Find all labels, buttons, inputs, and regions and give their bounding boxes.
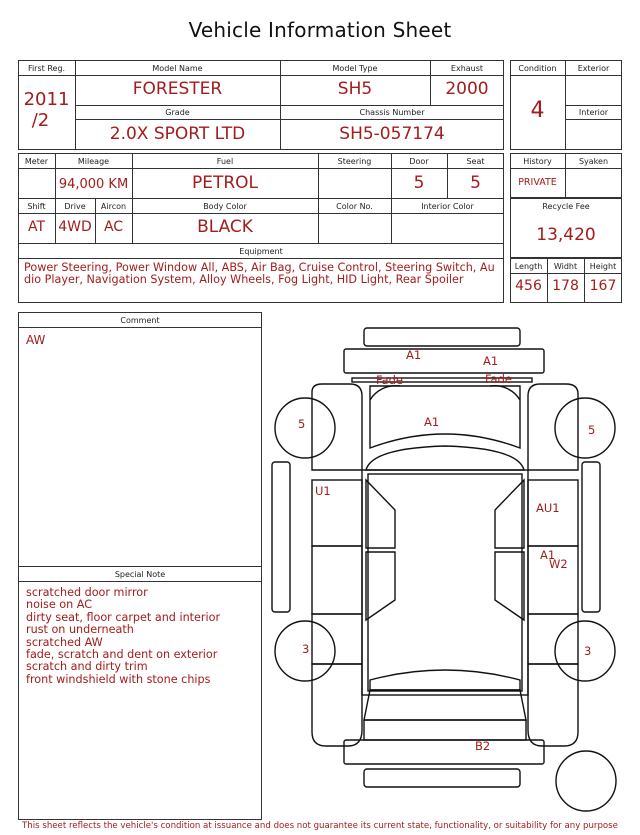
color-no-label: Color No. — [336, 202, 373, 211]
special-note-line: scratch and dirty trim — [26, 660, 148, 674]
recycle-fee-value: 13,420 — [536, 225, 596, 245]
equipment-label: Equipment — [239, 247, 283, 256]
height-value: 167 — [589, 278, 617, 294]
exhaust-label: Exhaust — [450, 64, 484, 73]
drive-value: 4WD — [58, 219, 92, 235]
special-note-line: dirty seat, floor carpet and interior — [26, 610, 221, 624]
history-label: History — [523, 157, 552, 166]
interior-label: Interior — [578, 108, 609, 117]
front-strip — [352, 378, 532, 382]
special-note-list — [26, 587, 258, 686]
body-color-value: BLACK — [197, 217, 253, 237]
exterior-label: Exterior — [577, 64, 610, 73]
mileage-label: Mileage — [77, 157, 110, 166]
chassis-value: SH5-057174 — [339, 124, 445, 144]
mark-w2-right: W2 — [549, 557, 568, 571]
wheel-rear-right — [555, 621, 615, 681]
windshield — [366, 446, 524, 470]
right-front-fender — [528, 384, 578, 470]
model-name-value: FORESTER — [132, 79, 223, 99]
mark-u1-left: U1 — [315, 484, 331, 498]
width-value: 178 — [552, 278, 579, 294]
model-name-label: Model Name — [152, 64, 203, 73]
chassis-label: Chassis Number — [359, 108, 425, 117]
seat-label: Seat — [466, 157, 485, 166]
door-value: 5 — [413, 173, 425, 193]
mark-wheel-front-left: 5 — [298, 417, 306, 431]
mark-fade-left: Fade — [376, 373, 403, 387]
condition-value: 4 — [530, 98, 545, 123]
special-note-label: Special Note — [114, 570, 166, 579]
front-grille — [344, 349, 544, 373]
height-label: Height — [589, 262, 617, 271]
recycle-fee-label: Recycle Fee — [542, 202, 590, 211]
first-reg-year: 2011 — [23, 89, 70, 110]
shift-label: Shift — [27, 202, 46, 211]
interior-color-label: Interior Color — [421, 202, 474, 211]
fuel-value: PETROL — [191, 173, 259, 193]
drive-label: Drive — [64, 202, 86, 211]
door-label: Door — [409, 157, 429, 166]
equipment-line-2: dio Player, Navigation System, Alloy Wheels, Fog Light, HID Light, Rear Spoiler — [24, 273, 464, 287]
wheel-rear-left — [275, 621, 335, 681]
special-note-line: noise on AC — [26, 598, 93, 612]
comment-label: Comment — [120, 316, 160, 325]
special-note-line: rust on underneath — [26, 623, 134, 637]
width-label: Widht — [553, 262, 578, 271]
front-bumper — [364, 328, 520, 346]
shift-value: AT — [27, 219, 46, 235]
wheel-front-left — [275, 398, 335, 458]
history-value: PRIVATE — [518, 177, 557, 188]
aircon-value: AC — [103, 219, 124, 235]
seat-value: 5 — [470, 173, 481, 193]
equipment-line-1: Power Steering, Power Window All, ABS, Air Bag, Cruise Control, Steering Switch, Au — [24, 261, 495, 274]
special-note-line: scratched door mirror — [26, 586, 148, 599]
equipment-text — [24, 262, 500, 287]
hood-panel — [370, 386, 520, 448]
spare-wheel — [556, 751, 616, 811]
exhaust-value: 2000 — [445, 79, 489, 99]
model-type-label: Model Type — [332, 64, 378, 73]
mark-b2-rear: B2 — [475, 739, 491, 753]
page-title: Vehicle Information Sheet — [188, 18, 452, 42]
condition-label: Condition — [518, 64, 557, 73]
mark-a1-hood: A1 — [424, 415, 440, 429]
comment-text: AW — [26, 333, 46, 347]
length-value: 456 — [515, 278, 542, 294]
grade-value: 2.0X SPORT LTD — [109, 124, 246, 144]
first-reg-label: First Reg. — [27, 64, 66, 73]
special-note-line: fade, scratch and dent on exterior — [26, 648, 218, 662]
mark-wheel-rear-left: 3 — [302, 642, 310, 656]
grade-label: Grade — [165, 108, 190, 117]
left-front-fender — [312, 384, 362, 470]
mark-a1-top-right: A1 — [483, 354, 499, 368]
wheel-front-right — [555, 398, 615, 458]
length-label: Length — [514, 262, 543, 271]
fuel-label: Fuel — [216, 157, 234, 166]
steering-label: Steering — [337, 157, 372, 166]
syaken-label: Syaken — [578, 157, 609, 166]
disclaimer-footer: This sheet reflects the vehicle's condition at issuance and does not guarantee its current state, functionality, or suitability for any purpose — [22, 821, 618, 831]
first-reg-month: /2 — [31, 110, 50, 131]
meter-label: Meter — [24, 157, 49, 166]
mark-a1-right-lower: A1 — [540, 548, 556, 562]
model-type-value: SH5 — [337, 79, 373, 99]
mark-au1-right: AU1 — [536, 501, 560, 515]
mark-wheel-rear-right: 3 — [584, 644, 592, 658]
mark-fade-right: Fade — [485, 372, 512, 386]
special-note-line: scratched AW — [26, 635, 103, 649]
mark-a1-top-left: A1 — [406, 348, 422, 362]
body-color-label: Body Color — [203, 202, 247, 211]
mark-wheel-front-right: 5 — [588, 423, 596, 437]
special-note-line: front windshield with stone chips — [26, 672, 211, 686]
aircon-label: Aircon — [100, 202, 127, 211]
mileage-value: 94,000 KM — [58, 177, 129, 192]
